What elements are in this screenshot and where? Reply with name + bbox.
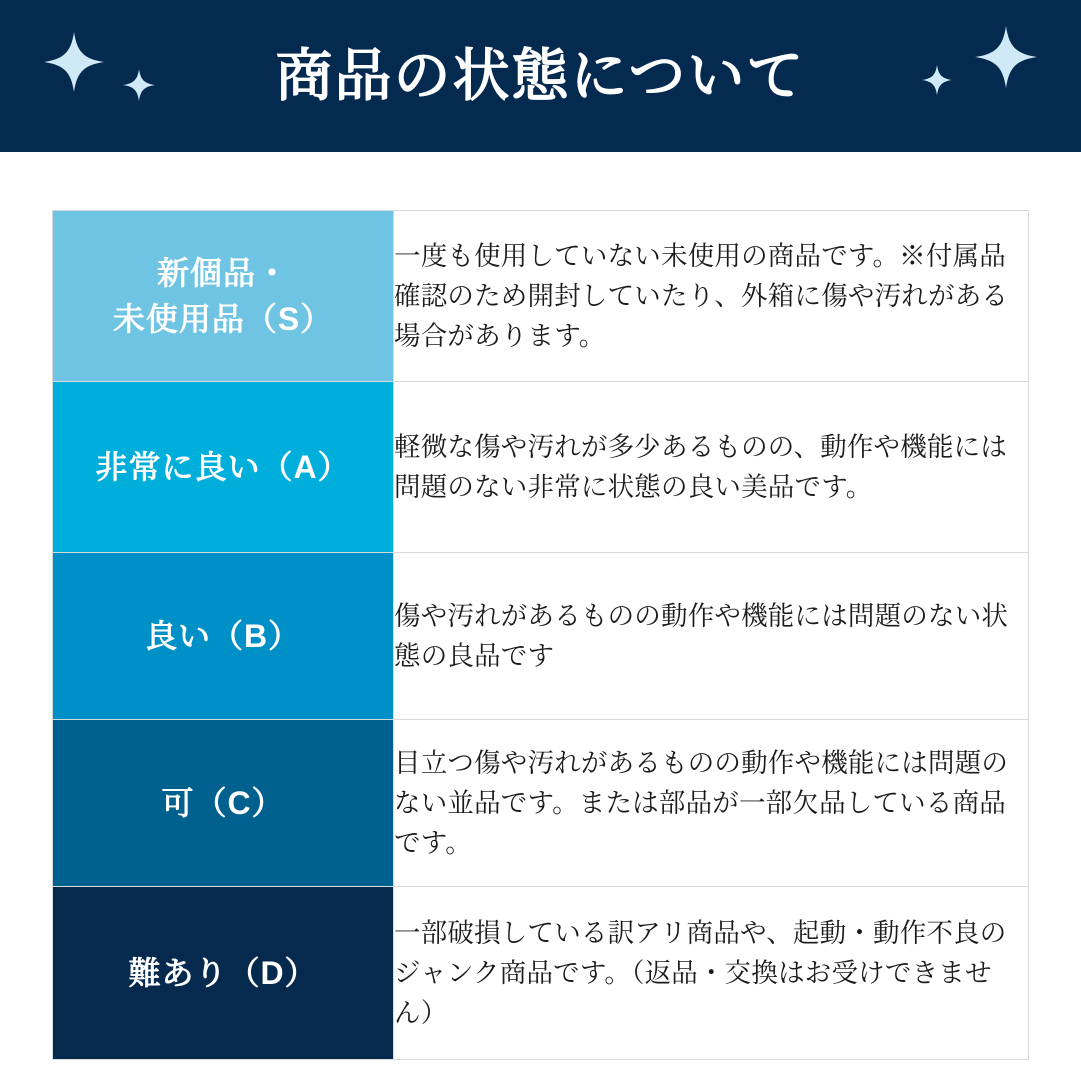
sparkle-icon	[921, 64, 953, 96]
grade-label-line: 新個品・	[156, 254, 289, 291]
grade-label-line: 未使用品（S）	[112, 301, 334, 337]
grade-description-s: 一度も使用していない未使用の商品です。※付属品確認のため開封していたり、外箱に傷や汚れがある場合があります。	[394, 211, 1029, 382]
grade-label-line: 難あり（D）	[128, 954, 318, 991]
grade-label-line: 可（C）	[161, 784, 285, 821]
grade-description-b: 傷や汚れがあるものの動作や機能には問題のない状態の良品です	[394, 553, 1029, 720]
grade-label-line: 非常に良い（A）	[95, 448, 351, 485]
grade-description-c: 目立つ傷や汚れがあるものの動作や機能には問題のない並品です。または部品が一部欠品している商品です。	[394, 720, 1029, 887]
sparkle-icon	[42, 30, 106, 94]
grade-description-d: 一部破損している訳アリ商品や、起動・動作不良のジャンク商品です。（返品・交換はお受けできません）	[394, 887, 1029, 1060]
table-row	[53, 382, 1029, 553]
table-row	[53, 211, 1029, 382]
condition-grade-table	[52, 210, 1029, 1060]
table-row	[53, 887, 1029, 1060]
grade-label-line: 良い（B）	[144, 617, 302, 654]
grade-label-s	[53, 211, 394, 382]
page-title: 商品の状態について	[275, 43, 806, 108]
grade-label-c	[53, 720, 394, 887]
table-row	[53, 720, 1029, 887]
sparkle-icon	[122, 68, 156, 102]
sparkle-icon	[973, 24, 1039, 90]
grade-description-a: 軽微な傷や汚れが多少あるものの、動作や機能には問題のない非常に状態の良い美品です。	[394, 382, 1029, 553]
grade-label-a	[53, 382, 394, 553]
header-banner	[0, 0, 1081, 152]
grade-label-d	[53, 887, 394, 1060]
table-row	[53, 553, 1029, 720]
grade-label-b	[53, 553, 394, 720]
condition-table-wrapper	[0, 152, 1081, 1060]
